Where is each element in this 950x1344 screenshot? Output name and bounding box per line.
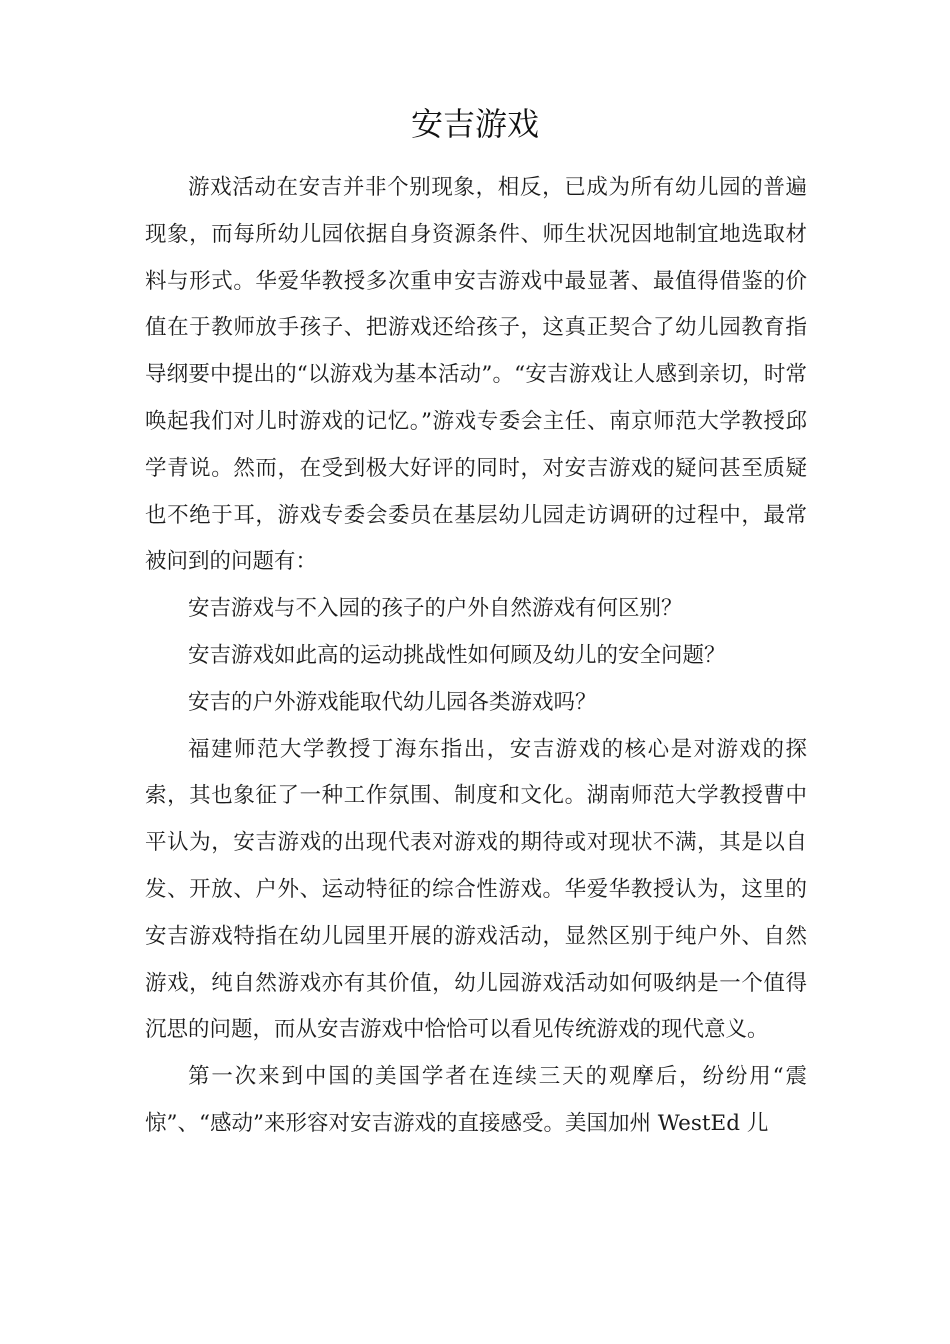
question-2: 安吉游戏如此高的运动挑战性如何顾及幼儿的安全问题？ — [188, 642, 726, 668]
paragraph-american-scholars: 第一次来到中国的美国学者在连续三天的观摩后，纷纷用“震惊”、“感动”来形容对安吉游戏的直接感受。美国加州 WestEd 儿 — [145, 1064, 807, 1136]
question-1: 安吉游戏与不入园的孩子的户外自然游戏有何区别？ — [188, 596, 683, 622]
paragraph-intro: 游戏活动在安吉并非个别现象，相反，已成为所有幼儿园的普遍现象，而每所幼儿园依据自身资源条件、师生状况因地制宜地选取材料与形式。华爱华教授多次重申安吉游戏中最显著、最值得借鉴的价值在于教师放手孩子、把游戏还给孩子，这真正契合了幼儿园教育指导纲要中提出的“以游戏为基本活动”。“安吉游戏让人感到亲切，时常唤起我们对儿时游戏的记忆。”游戏专委会主任、南京师范大学教授邱学青说。然而，在受到极大好评的同时，对安吉游戏的疑问甚至质疑也不绝于耳，游戏专委会委员在基层幼儿园走访调研的过程中，最常被问到的问题有： — [145, 175, 807, 575]
question-3: 安吉的户外游戏能取代幼儿园各类游戏吗？ — [188, 689, 597, 715]
paragraph-experts: 福建师范大学教授丁海东指出，安吉游戏的核心是对游戏的探索，其也象征了一种工作氛围、制度和文化。湖南师范大学教授曹中平认为，安吉游戏的出现代表对游戏的期待或对现状不满，其是以自发、开放、户外、运动特征的综合性游戏。华爱华教授认为，这里的安吉游戏特指在幼儿园里开展的游戏活动，显然区别于纯户外、自然游戏，纯自然游戏亦有其价值，幼儿园游戏活动如何吸纳是一个值得沉思的问题，而从安吉游戏中恰恰可以看见传统游戏的现代意义。 — [145, 736, 807, 1043]
document-title: 安吉游戏 — [410, 105, 539, 143]
document-body — [145, 165, 807, 1148]
